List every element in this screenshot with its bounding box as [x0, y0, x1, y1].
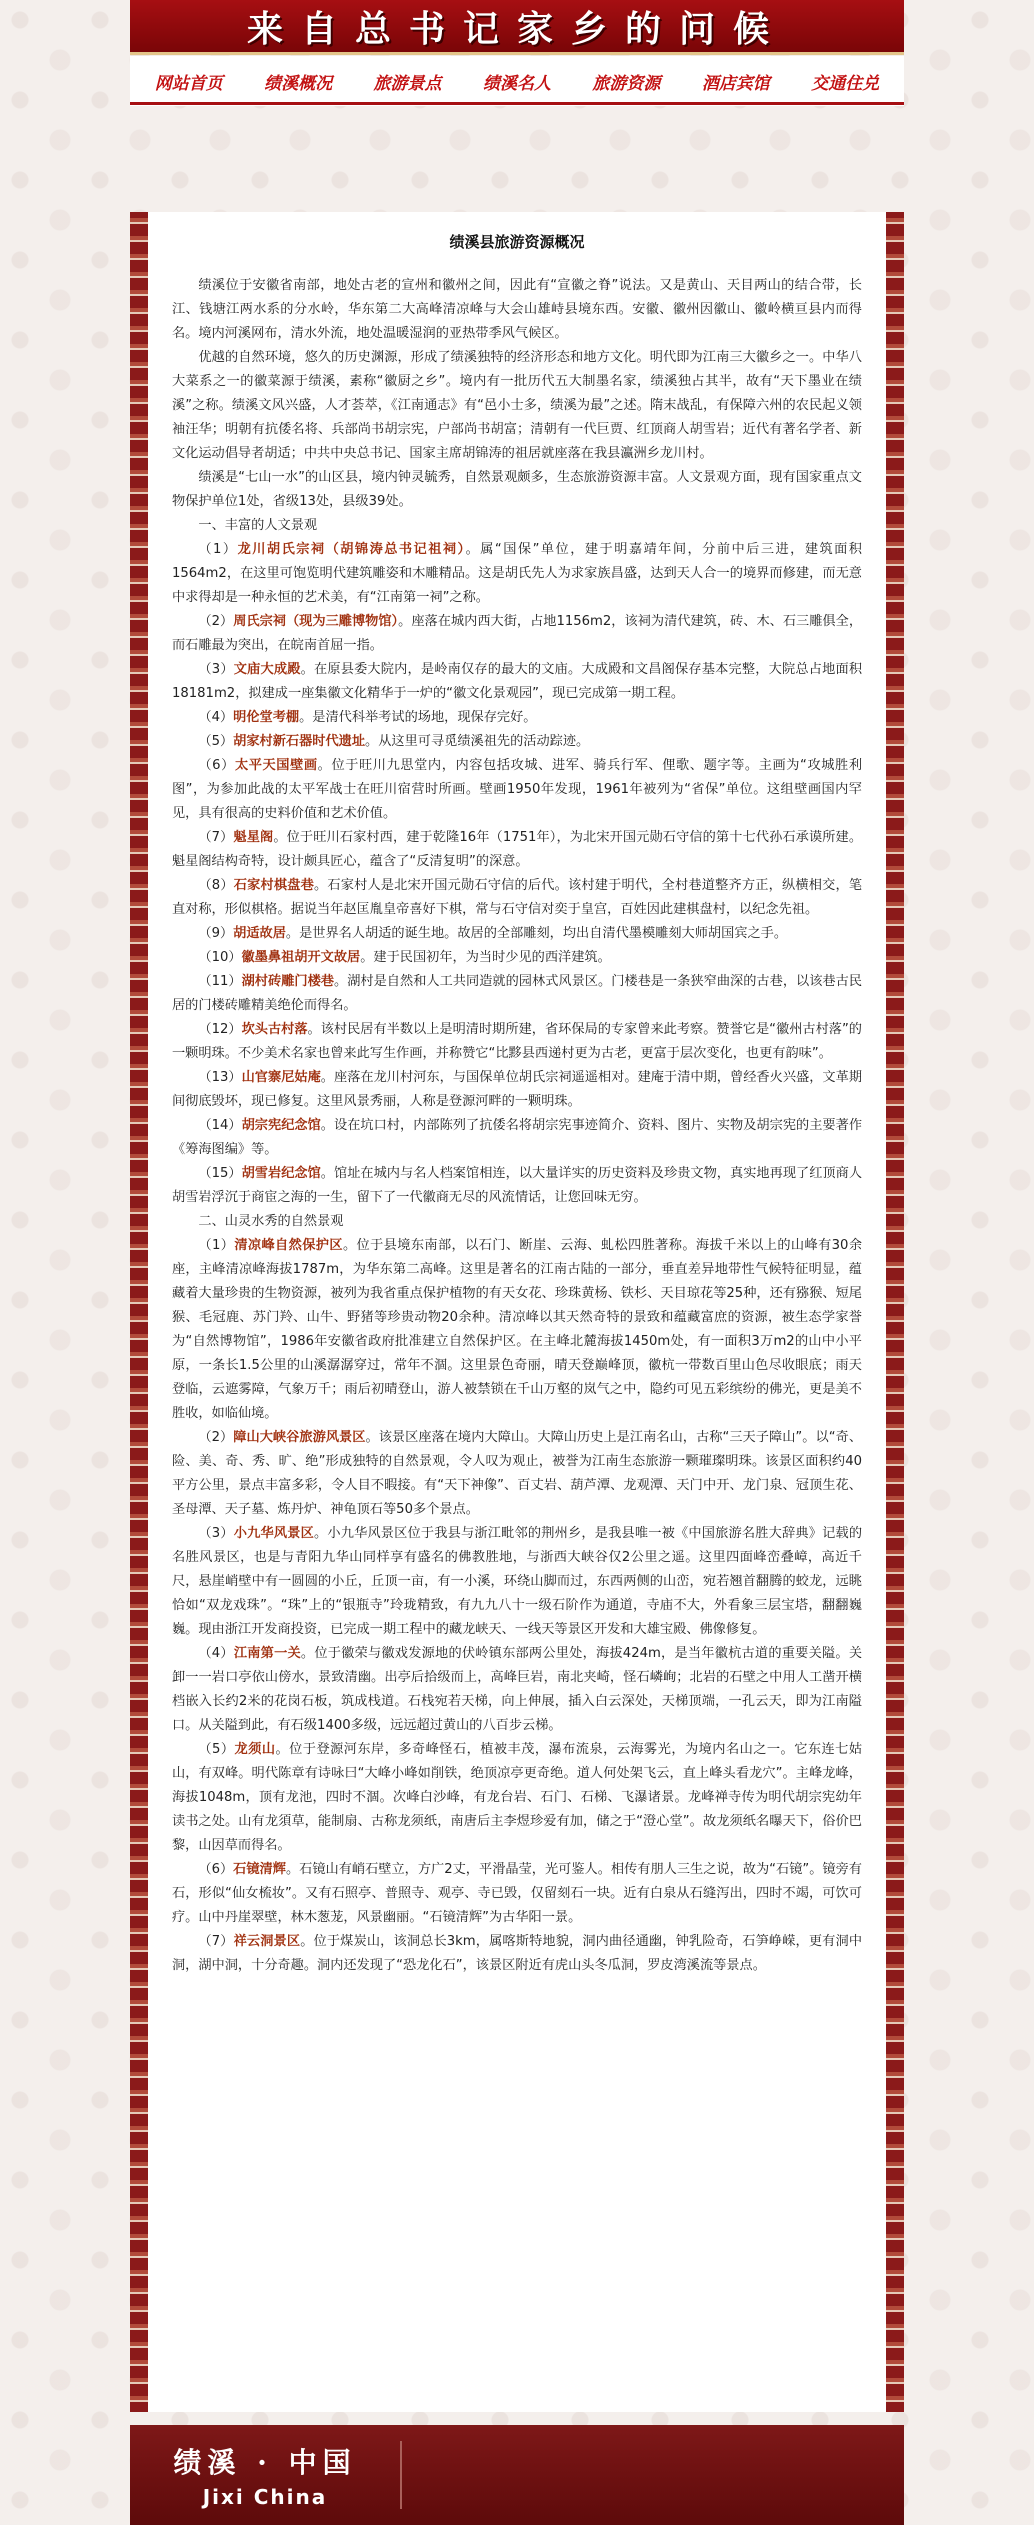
attraction-entry: [172, 1018, 862, 1066]
attraction-name: 明伦堂考棚: [233, 710, 300, 725]
attraction-description: 。该景区座落在境内大障山。大障山历史上是江南名山，古称“三天子障山”。以“奇、险、美、奇、秀、旷、绝”形成独特的自然景观，令人叹为观止，被誉为江南生态旅游一颗璀璨明珠。该景区面积约40平方公里，景点丰富多彩，令人目不暇接。有“天下神像”、百丈岩、葫芦潭、龙观潭、天门中开、龙门泉、冠顶生花、圣母潭、天子墓、炼丹炉、神龟顶石等50多个景点。: [172, 1430, 863, 1517]
attraction-name: 坎头古村落: [241, 1022, 308, 1037]
attraction-description: 。该村民居有半数以上是明清时期所建，省环保局的专家曾来此考察。赞誉它是“徽州古村落”的一颗明珠。不少美术名家也曾来此写生作画，并称赞它“比黟县西递村更为古老，更富于层次变化，也更有韵味”。: [172, 1022, 862, 1061]
attraction-description: 。位于县境东南部，以石门、断崖、云海、虬松四胜著称。海拔千米以上的山峰有30余座，主峰清凉峰海拔1787m，为华东第二高峰。这里是著名的江南古陆的一部分，垂直差异地带性气候特征明显，蕴藏着大量珍贵的生物资源，被列为我省重点保护植物的有天女花、珍珠黄杨、铁杉、天目琼花等25种，还有猕猴、短尾猴、毛冠鹿、苏门羚、山牛、野猪等珍贵动物20余种。清凉峰以其天然奇特的景致和蕴藏富庶的资源，被生态学家誉为“自然博物馆”，1986年安徽省政府批准建立自然保护区。在主峰北麓海拔1450m处，有一面积3万m2的山中小平原，一条长1.5公里的山溪潺潺穿过，常年不涸。这里景色奇丽，晴天登巅峰顶，徽杭一带数百里山色尽收眼底；雨天登临，云遮雾障，气象万千；雨后初晴登山，游人被禁锁在千山万壑的岚气之中，隐约可见五彩缤纷的佛光，更是美不胜收，如临仙境。: [172, 1238, 863, 1421]
attraction-name: 祥云洞景区: [233, 1934, 301, 1949]
attraction-description: 。位于煤炭山，该洞总长3km，属喀斯特地貌，洞内曲径通幽，钟乳险奇，石笋峥嵘，更有洞中洞，湖中洞，十分奇趣。洞内还发现了“恐龙化石”，该景区附近有虎山头冬瓜洞，罗皮湾溪流等景点。: [172, 1934, 863, 1973]
attraction-name: 小九华风景区: [233, 1526, 314, 1541]
attraction-name: 石家村棋盘巷: [233, 878, 314, 893]
nav-link[interactable]: 酒店宾馆: [701, 73, 770, 94]
attraction-name: 胡家村新石器时代遗址: [233, 734, 366, 749]
footer-brand: [130, 2441, 402, 2509]
attraction-name: 江南第一关: [233, 1646, 301, 1661]
header-banner: [130, 0, 904, 55]
intro-paragraph: 优越的自然环境，悠久的历史渊源，形成了绩溪独特的经济形态和地方文化。明代即为江南三大徽乡之一。中华八大菜系之一的徽菜源于绩溪，素称“徽厨之乡”。境内有一批历代五大制墨名家，绩溪独占其半，故有“天下墨业在绩溪”之称。绩溪文风兴盛，人才荟萃，《江南通志》有“邑小士多，绩溪为最”之述。隋末战乱，有保障六州的农民起义领袖汪华；明朝有抗倭名将、兵部尚书胡宗宪，户部尚书胡富；清朝有一代巨贾、红顶商人胡雪岩；近代有著名学者、新文化运动倡导者胡适；中共中央总书记、国家主席胡锦涛的祖居就座落在我县瀛洲乡龙川村。: [172, 350, 862, 461]
attraction-name: 龙川胡氏宗祠（胡锦涛总书记祖祠）: [237, 542, 466, 557]
attraction-entry: [172, 970, 862, 1018]
attraction-name: 石镜清辉: [233, 1862, 286, 1877]
attraction-entry: [172, 946, 862, 970]
entry-number: （1）: [198, 1238, 235, 1253]
attraction-name: 胡雪岩纪念馆: [241, 1166, 321, 1181]
decorative-border-right: [886, 212, 904, 2412]
attraction-description: 。位于旺川九思堂内，内容包括攻城、进军、骑兵行军、俚歌、题字等。主画为“攻城胜利图”，为参加此战的太平军战士在旺川宿营时所画。壁画1950年发现，1961年被列为“省保”单位。这组壁画国内罕见，具有很高的史料价值和艺术价值。: [172, 758, 863, 821]
attraction-description: 。馆址在城内与名人档案馆相连，以大量详实的历史资料及珍贵文物，真实地再现了红顶商人胡雪岩浮沉于商宦之海的一生，留下了一代徽商无尽的风流情话，让您回味无穷。: [172, 1166, 863, 1205]
entry-number: （15）: [198, 1166, 242, 1181]
entry-number: （14）: [198, 1118, 242, 1133]
nav-link[interactable]: 绩溪名人: [482, 73, 551, 94]
attraction-description: 。设在坑口村，内部陈列了抗倭名将胡宗宪事迹简介、资料、图片、实物及胡宗宪的主要著作《筹海图编》等。: [172, 1118, 863, 1157]
entry-number: （5）: [198, 734, 234, 749]
attraction-entry: [172, 730, 862, 754]
attraction-entry: [172, 754, 862, 826]
attraction-description: 。小九华风景区位于我县与浙江毗邻的荆州乡，是我县唯一被《中国旅游名胜大辞典》记载的名胜风景区，也是与青阳九华山同样享有盛名的佛教胜地，与浙西大峡谷仅2公里之遥。这里四面峰峦叠嶂，高近千尺，悬崖峭壁中有一圆圆的小丘，丘顶一亩，有一小溪，环绕山脚而过，东西两侧的山峦，宛若翘首翻腾的蛟龙，远眺恰如“双龙戏珠”。“珠”上的“银瓶寺”玲珑精致，有九九八十一级石阶作为通道，寺庙不大，外看象三层宝塔，翻翻巍巍。现由浙江开发商投资，已完成一期工程中的藏龙峡天、一线天等景区开发和大雄宝殿、佛像修复。: [172, 1526, 863, 1637]
entry-number: （2）: [198, 614, 234, 629]
attraction-entry: [172, 1738, 862, 1858]
attraction-entry: [172, 658, 862, 706]
attraction-entry: [172, 610, 862, 658]
top-nav: [130, 56, 904, 106]
attraction-entry: [172, 922, 862, 946]
attraction-entry: [172, 1426, 862, 1522]
attraction-name: 龙须山: [234, 1742, 276, 1757]
attraction-description: 。石家村人是北宋开国元勋石守信的后代。该村建于明代，全村巷道整齐方正，纵横相交，笔直对称，形似棋格。据说当年赵匡胤皇帝喜好下棋，常与石守信对奕于皇宫，百姓因此建棋盘村，以纪念先祖。: [172, 878, 863, 917]
attraction-description: 。建于民国初年，为当时少见的西洋建筑。: [360, 950, 611, 965]
attraction-entry: [172, 1858, 862, 1930]
entry-number: （4）: [198, 710, 234, 725]
attraction-entry: [172, 538, 862, 610]
attraction-description: 。位于徽荣与徽戏发源地的伏岭镇东部两公里处，海拔424m，是当年徽杭古道的重要关隘。关卸一一岩口亭依山傍水，景致清幽。出亭后拾级而上，高峰巨岩，南北夹崎，怪石嶙峋；北岩的石壁之中用人工凿开横档嵌入长约2米的花岗石板，筑成栈道。石栈宛若天梯，向上伸展，插入白云深处，天梯顶端，一孔云天，即为江南隘口。从关隘到此，有石级1400多级，远远超过黄山的八百步云梯。: [172, 1646, 863, 1733]
section-heading: 一、丰富的人文景观: [198, 518, 318, 533]
attraction-entry: [172, 706, 862, 730]
entry-number: （6）: [198, 758, 235, 773]
entry-number: （5）: [198, 1742, 235, 1757]
entry-number: （9）: [198, 926, 234, 941]
attraction-description: 。从这里可寻觅绩溪祖先的活动踪迹。: [365, 734, 590, 749]
attraction-entry: [172, 1930, 862, 1978]
entry-number: （3）: [198, 662, 234, 677]
nav-link[interactable]: 旅游景点: [373, 73, 442, 94]
article-title: 绩溪县旅游资源概况: [449, 233, 585, 251]
attraction-name: 障山大峡谷旅游风景区: [233, 1430, 366, 1445]
entry-number: （11）: [198, 974, 242, 989]
footer: [130, 2425, 904, 2525]
attraction-name: 文庙大成殿: [233, 662, 301, 677]
footer-brand-cn: 绩溪 · 中国: [173, 2446, 357, 2479]
attraction-entry: [172, 1234, 862, 1426]
attraction-description: 。位于登源河东岸，多奇峰怪石，植被丰茂，瀑布流泉，云海雾光，为境内名山之一。它东连七姑山，有双峰。明代陈章有诗咏曰“大峰小峰如削铁，绝顶凉亭更奇绝。道人何处架飞云，直上峰头看龙穴”。主峰龙峰，海拔1048m，顶有龙池，四时不涸。次峰白沙峰，有龙台岩、石门、石梯、飞瀑诸景。龙峰禅寺传为明代胡宗宪幼年读书之处。山有龙須草，能制扇、古称龙须纸，南唐后主李煜珍爱有加，储之于“澄心堂”。故龙须纸名曝天下，俗价巴黎，山因草而得名。: [172, 1742, 862, 1853]
attraction-entry: [172, 1162, 862, 1210]
article: [172, 230, 862, 1978]
section-heading: 二、山灵水秀的自然景观: [198, 1214, 344, 1229]
nav-divider: [130, 102, 904, 105]
decorative-border-left: [130, 212, 148, 2412]
attraction-name: 湖村砖雕门楼巷: [241, 974, 334, 989]
entry-number: （7）: [198, 830, 234, 845]
attraction-name: 胡宗宪纪念馆: [241, 1118, 321, 1133]
attraction-entry: [172, 1114, 862, 1162]
entry-number: （6）: [198, 1862, 234, 1877]
attraction-entry: [172, 826, 862, 874]
natural-attractions-list: [172, 1234, 862, 1978]
attraction-description: 。属“国保”单位，建于明嘉靖年间，分前中后三进，建筑面积1564m2，在这里可饱览明代建筑雕姿和木雕精品。这是胡氏先人为求家族昌盛，达到天人合一的境界而修建，而无意中求得却是一种永恒的艺术美，有“江南第一祠”之称。: [172, 542, 862, 605]
article-intro: [172, 274, 862, 514]
nav-link[interactable]: 交通住兑: [811, 73, 880, 94]
attraction-name: 胡适故居: [233, 926, 286, 941]
attraction-name: 太平天国壁画: [234, 758, 318, 773]
entry-number: （7）: [198, 1934, 234, 1949]
attraction-description: 。湖村是自然和人工共同造就的园林式风景区。门楼巷是一条狭窄曲深的古巷，以该巷古民居的门楼砖雕精美绝伦而得名。: [172, 974, 863, 1013]
intro-paragraph: 绩溪是“七山一水”的山区县，境内钟灵毓秀，自然景观颇多，生态旅游资源丰富。人文景观方面，现有国家重点文物保护单位1处，省级13处，县级39处。: [172, 470, 862, 509]
nav-link[interactable]: 网站首页: [154, 73, 223, 94]
attraction-entry: [172, 874, 862, 922]
entry-number: （4）: [198, 1646, 234, 1661]
intro-paragraph: 绩溪位于安徽省南部，地处古老的宣州和徽州之间，因此有“宣徽之脊”说法。又是黄山、天目两山的结合带，长江、钱塘江两水系的分水岭，华东第二大高峰清凉峰与大会山雄峙县境东西。安徽、徽州因徽山、徽岭横亘县内而得名。境内河溪网布，清水外流，地处温暖湿润的亚热带季风气候区。: [172, 278, 862, 341]
entry-number: （8）: [198, 878, 234, 893]
entry-number: （10）: [198, 950, 242, 965]
attraction-entry: [172, 1642, 862, 1738]
attraction-description: 。座落在龙川村河东，与国保单位胡氏宗祠遥遥相对。建庵于清中期，曾经香火兴盛，文革期间彻底毁坏，现已修复。这里风景秀丽，人称是登源河畔的一颗明珠。: [172, 1070, 863, 1109]
attraction-entry: [172, 1522, 862, 1642]
cultural-attractions-list: [172, 538, 862, 1210]
attraction-description: 。座落在城内西大街，占地1156m2，该祠为清代建筑，砖、木、石三雕俱全，而石雕最为突出，在皖南首屈一指。: [172, 614, 863, 653]
attraction-name: 山官寨尼姑庵: [241, 1070, 321, 1085]
attraction-description: 。是世界名人胡适的诞生地。故居的全部雕刻，均出自清代墨模雕刻大师胡国宾之手。: [285, 926, 788, 941]
attraction-description: 。石镜山有峭石壁立，方广2丈，平滑晶莹，光可鉴人。相传有朋人三生之说，故为“石镜”。镜旁有石，形似“仙女梳妆”。又有石照亭、普照寺、观亭、寺已毁，仅留刻石一块。近有白泉从石缝泻出，四时不竭，可饮可疗。山中丹崖翠壁，林木葱茏，风景幽丽。“石镜清辉”为古华阳一景。: [172, 1862, 862, 1925]
entry-number: （1）: [198, 542, 238, 557]
nav-link[interactable]: 绩溪概况: [264, 73, 333, 94]
banner-title: 来自总书记家乡的问候: [246, 7, 787, 50]
attraction-name: 魁星阁: [233, 830, 274, 845]
content-frame: [130, 212, 904, 2412]
attraction-description: 。是清代科举考试的场地，现保存完好。: [299, 710, 537, 725]
attraction-description: 。位于旺川石家村西，建于乾隆16年（1751年），为北宋开国元勋石守信的第十七代孙石承谟所建。魁星阁结构奇特，设计颇具匠心，蕴含了“反清复明”的深意。: [172, 830, 863, 869]
entry-number: （2）: [198, 1430, 234, 1445]
entry-number: （13）: [198, 1070, 242, 1085]
attraction-entry: [172, 1066, 862, 1114]
entry-number: （3）: [198, 1526, 234, 1541]
footer-brand-en: Jixi China: [202, 2485, 328, 2509]
entry-number: （12）: [198, 1022, 242, 1037]
attraction-name: 周氏宗祠（现为三雕博物馆）: [233, 614, 399, 629]
page-container: [130, 0, 904, 2525]
attraction-name: 清凉峰自然保护区: [234, 1238, 343, 1253]
attraction-description: 。在原县委大院内，是岭南仅存的最大的文庙。大成殿和文昌阁保存基本完整，大院总占地面积18181m2，拟建成一座集徽文化精华于一炉的“徽文化景观园”，现已完成第一期工程。: [172, 662, 863, 701]
attraction-name: 徽墨鼻祖胡开文故居: [241, 950, 361, 965]
nav-link[interactable]: 旅游资源: [592, 73, 661, 94]
